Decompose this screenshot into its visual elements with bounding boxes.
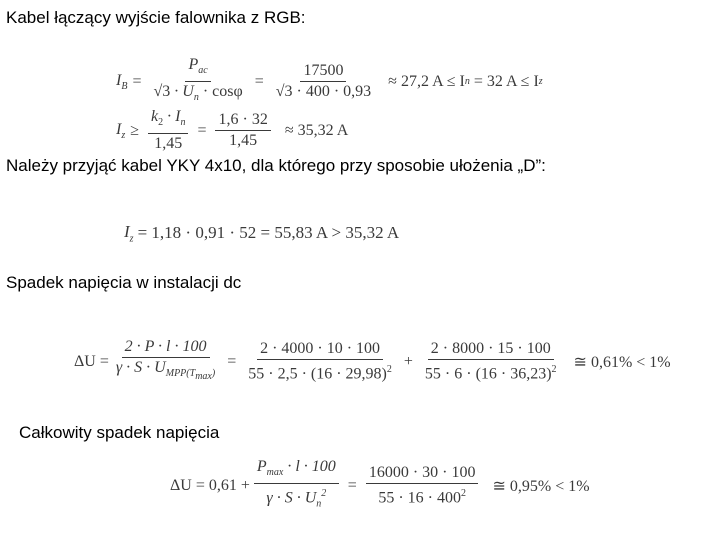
fraction-total-formula: $\frac{P_{max} \cdot l \cdot 100}{\gamma \cdot S \cdot U_n^2}$ [254,458,339,514]
fraction-du-string1: $\frac{2 \cdot 4000 \cdot 10 \cdot 100}{55 \cdot 2,5 \cdot (16 \cdot 29,98)^2}$ [248,340,392,383]
fraction-iz-values: $\frac{1,6 \cdot 32}{1,45}$ [215,111,270,150]
equation-total-voltage-drop: ΔU = 0,61 + $\frac{P_{max} \cdot l \cdot 100}{\gamma \cdot S \cdot U_n^2}$ = $\frac{16000 \cdot 30 \cdot 100}{55 \cdot 16 \cdot 400^2}$ ≅ 0,95% < 1% [170,458,590,514]
fraction-ib-formula: $\frac{P_{ac}}{√3 \cdot U_n \cdot \cos\varphi}$ [153,56,243,104]
equation-iz: $I_z$ ≥ $\frac{k_2 \cdot I_n}{1,45}$ = $\frac{1,6 \cdot 32}{1,45}$ ≈ 35,32 A [116,108,349,153]
equation-ib: $I_B$ = $\frac{P_{ac}}{√3 \cdot U_n \cdot \cos\varphi}$ = $\frac{17500}{√3 \cdot 400 \cdot 0,93}$ ≈ 27,2 A ≤ I n = 32 A ≤ I z [116,56,543,107]
fraction-du-formula: $\frac{2 \cdot P \cdot l \cdot 100}{\gamma \cdot S \cdot U_{MPP(T_{max})}}$ [115,338,216,383]
fraction-total-values: $\frac{16000 \cdot 30 \cdot 100}{55 \cdot 16 \cdot 400^2}$ [366,464,479,507]
heading-cable-inverter-rgb: Kabel łączący wyjście falownika z RGB: [6,8,306,27]
fraction-du-string2: $\frac{2 \cdot 8000 \cdot 15 \cdot 100}{55 \cdot 6 \cdot (16 \cdot 36,23)^2}$ [424,340,557,383]
fraction-iz-formula: $\frac{k_2 \cdot I_n}{1,45}$ [148,108,188,153]
heading-dc-voltage-drop: Spadek napięcia w instalacji dc [6,273,242,292]
heading-total-voltage-drop: Całkowity spadek napięcia [19,423,220,442]
equation-iz-check: $I_z$ = 1,18 · 0,91 · 52 = 55,83 A > 35,32 A [124,222,400,245]
fraction-ib-values: $\frac{17500}{√3 \cdot 400 \cdot 0,93}$ [275,62,372,101]
equation-dc-voltage-drop: ΔU = $\frac{2 \cdot P \cdot l \cdot 100}{\gamma \cdot S \cdot U_{MPP(T_{max})}}$ = $\frac{2 \cdot 4000 \cdot 10 \cdot 100}{55 \cdot 2,5 \cdot (16 \cdot 29,98)^2}$ + $\frac{2 \cdot 8000 \cdot 15 \cdot 100}{55 \cdot 6 \cdot (16 \cdot 36,23)^2}$ ≅ 0,61% < 1% [74,338,671,386]
heading-cable-selection: Należy przyjąć kabel YKY 4x10, dla którego przy sposobie ułożenia „D”: [6,156,546,175]
